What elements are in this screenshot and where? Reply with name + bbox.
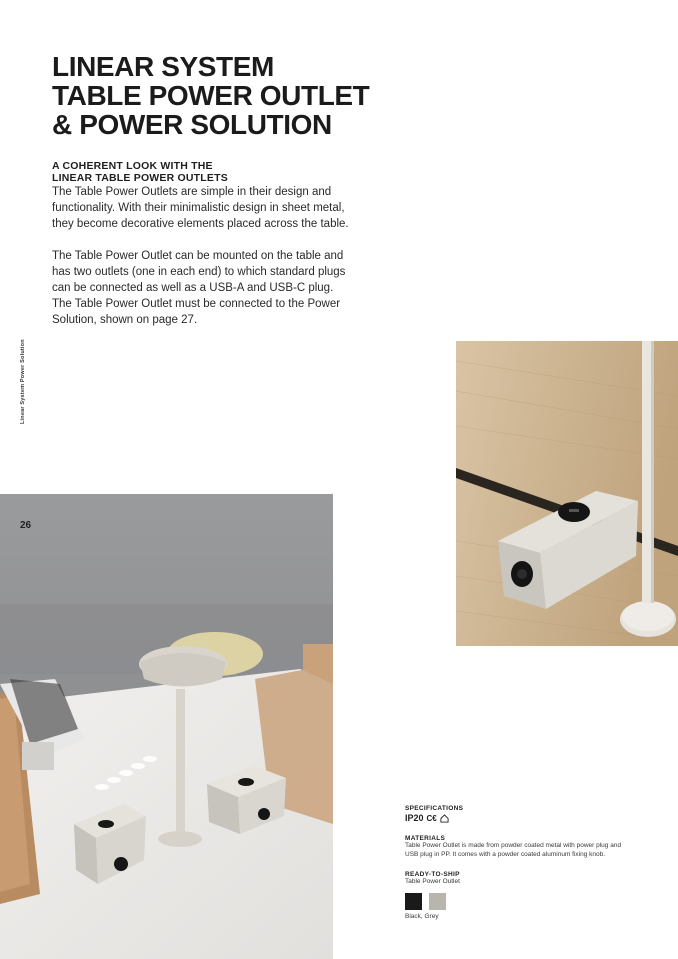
ce-mark: C€ xyxy=(426,813,437,823)
title-line-1: LINEAR SYSTEM xyxy=(52,51,274,82)
ready-to-ship-block xyxy=(405,871,635,920)
office-scene-photo xyxy=(0,494,333,959)
swatch-black xyxy=(405,893,422,910)
house-icon xyxy=(440,814,449,823)
specifications-section xyxy=(405,805,635,920)
materials-text: Table Power Outlet is made from powder coated metal with power plug and USB plug in PP. It comes with a powder coated aluminum fixing knob. xyxy=(405,842,622,858)
materials-label: MATERIALS xyxy=(405,835,446,842)
side-section-label: Linear System Power Solution xyxy=(20,339,26,424)
intro-paragraph-2: The Table Power Outlet can be mounted on the table and has two outlets (one in each end) to which standard plugs can be connected as well as a USB-A and USB-C plug. The Table Power Outlet must be connected to the Power Solution, shown on page 27. xyxy=(52,250,346,326)
page-number: 26 xyxy=(20,520,32,531)
outlet-closeup-photo xyxy=(456,341,678,646)
title-line-2: TABLE POWER OUTLET xyxy=(52,80,370,111)
swatch-grey xyxy=(429,893,446,910)
ready-to-ship-label: READY-TO-SHIP xyxy=(405,871,460,878)
page-title xyxy=(52,52,369,139)
certification-row xyxy=(405,813,635,823)
office-scene-illustration xyxy=(0,494,333,959)
materials-block xyxy=(405,835,635,859)
intro-paragraph-1: The Table Power Outlets are simple in their design and functionality. With their minimalistic design in sheet metal, they become decorative elements placed across the table. xyxy=(52,186,349,230)
color-swatches xyxy=(405,893,635,910)
subheading-line-2: LINEAR TABLE POWER OUTLETS xyxy=(52,172,228,184)
intro-subheading xyxy=(52,160,352,184)
specifications-label: SPECIFICATIONS xyxy=(405,805,464,812)
ready-to-ship-product: Table Power Outlet xyxy=(405,878,460,885)
subheading-line-1: A COHERENT LOOK WITH THE xyxy=(52,160,213,172)
intro-section xyxy=(52,160,352,328)
title-line-3: & POWER SOLUTION xyxy=(52,109,332,140)
ip-rating: IP20 xyxy=(405,813,424,823)
outlet-closeup-illustration xyxy=(456,341,678,646)
colors-text: Black, Grey xyxy=(405,912,439,920)
